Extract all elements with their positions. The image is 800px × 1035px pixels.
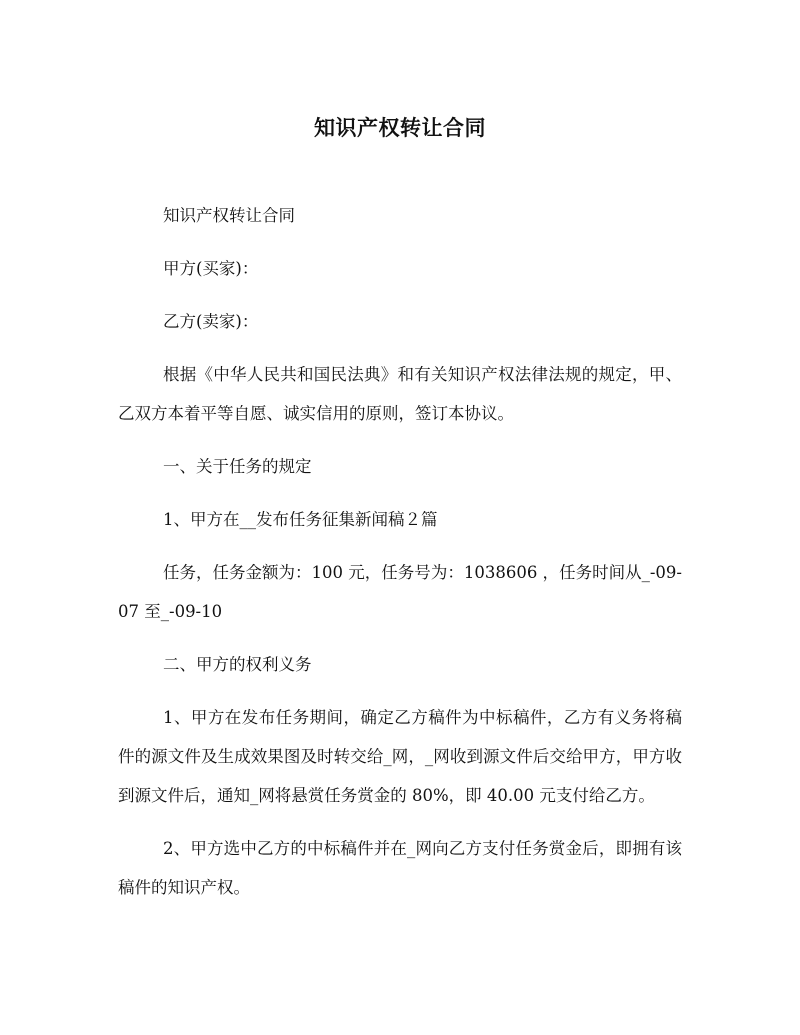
paragraph-party-a: 甲方(买家)： — [163, 259, 259, 278]
paragraph-rights-2: 2、甲方选中乙方的中标稿件并在_网向乙方支付任务赏金后，即拥有该稿件的知识产权。 — [118, 839, 682, 897]
section-heading-rights: 二、甲方的权利义务 — [163, 655, 312, 674]
document-body — [118, 196, 682, 921]
paragraph-task-details: 任务，任务金额为：100 元，任务号为：1038606 ，任务时间从_-09-07 至_-09-10 — [118, 563, 682, 621]
paragraph-rights-1: 1、甲方在发布任务期间，确定乙方稿件为中标稿件，乙方有义务将稿件的源文件及生成效果图及时转交给_网，_网收到源文件后交给甲方，甲方收到源文件后，通知_网将悬赏任务赏金的 80%，即 40.00 元支付给乙方。 — [118, 708, 682, 805]
section-heading-task: 一、关于任务的规定 — [163, 457, 312, 476]
document-title: 知识产权转让合同 — [314, 115, 486, 140]
paragraph-preamble: 根据《中华人民共和国民法典》和有关知识产权法律法规的规定，甲、乙双方本着平等自愿、诚实信用的原则，签订本协议。 — [118, 365, 682, 423]
paragraph-party-b: 乙方(卖家)： — [163, 312, 259, 331]
paragraph-task-1: 1、甲方在__发布任务征集新闻稿２篇 — [163, 510, 438, 529]
paragraph-heading: 知识产权转让合同 — [163, 206, 295, 225]
